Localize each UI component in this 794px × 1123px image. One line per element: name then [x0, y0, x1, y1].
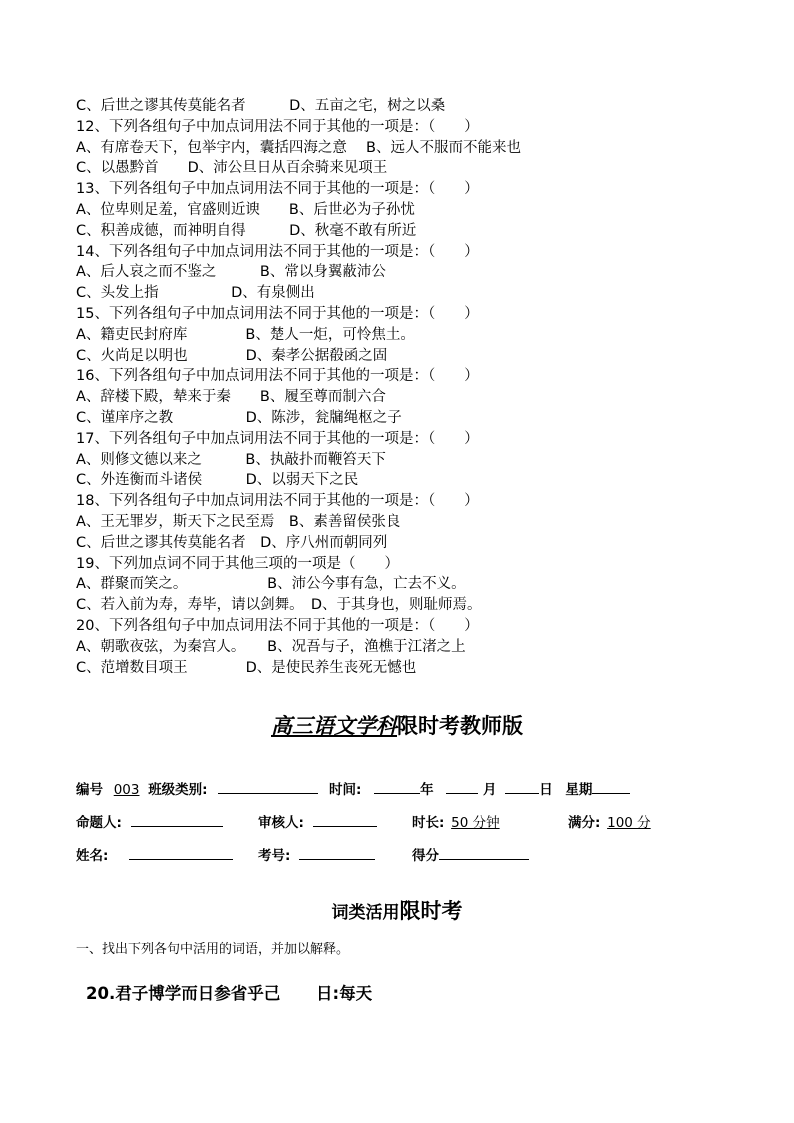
question-line: 14、下列各组句子中加点词用法不同于其他的一项是：（ ）: [76, 243, 479, 260]
question-line: 17、下列各组句子中加点词用法不同于其他的一项是：（ ）: [76, 430, 479, 447]
question-line: A、有席卷天下，包举宇内，囊括四海之意 B、远人不服而不能来也: [76, 139, 521, 156]
question-line: A、位卑则足羞，官盛则近谀 B、后世必为子孙忧: [76, 202, 415, 218]
question-line: C、范增数目项王 D、是使民养生丧死无憾也: [76, 659, 417, 676]
question-line: 20、下列各组句子中加点词用法不同于其他的一项是：（ ）: [76, 618, 479, 634]
question-line: 19、下列加点词不同于其他三项的一项是（ ）: [76, 555, 399, 572]
full-score-value: 100 分: [607, 815, 651, 831]
question-line: C、以愚黔首 D、沛公旦日从百余骑来见项王: [76, 160, 388, 177]
score-row: [412, 844, 529, 864]
author-row: [76, 811, 223, 831]
question-line: A、则修文德以来之 B、执敲扑而鞭笞天下: [76, 451, 386, 468]
year-label: 年: [420, 782, 434, 798]
day-label: 日: [539, 782, 553, 798]
section-title: [0, 895, 794, 925]
question-line: 15、下列各组句子中加点词用法不同于其他的一项是：（ ）: [76, 306, 479, 322]
question-line: 16、下列各组句子中加点词用法不同于其他的一项是：（ ）: [76, 368, 479, 385]
section-title-type: 限时考: [399, 899, 463, 923]
question-line: 12、下列各组句子中加点词用法不同于其他的一项是：（ ）: [76, 118, 479, 135]
month-label: 月: [483, 782, 497, 798]
reviewer-field[interactable]: [313, 813, 377, 827]
name-field[interactable]: [129, 846, 233, 860]
author-label: 命题人:: [76, 815, 122, 831]
weekday-field[interactable]: [592, 780, 630, 794]
duration-row: [412, 811, 500, 831]
exam-no-row: [258, 844, 375, 864]
exam-title-type: 限时考教师版: [397, 714, 523, 738]
name-label: 姓名:: [76, 848, 109, 864]
header-row-1: [76, 778, 630, 798]
serial-value: 003: [113, 782, 140, 798]
question-line: 18、下列各组句子中加点词用法不同于其他的一项是：（ ）: [76, 493, 479, 510]
question-line: C、后世之谬其传莫能名者 D、五亩之宅，树之以桑: [76, 98, 446, 114]
time-label: 时间:: [329, 782, 362, 798]
question-line: C、外连衡而斗诸侯 D、以弱天下之民: [76, 472, 359, 489]
score-field[interactable]: [439, 846, 529, 860]
question-line: C、火尚足以明也 D、秦孝公据殽函之固: [76, 347, 388, 364]
reviewer-label: 审核人:: [258, 815, 304, 831]
question-line: A、群聚而笑之。 B、沛公今事有急，亡去不义。: [76, 576, 466, 593]
section-instruction: 一、找出下列各句中活用的词语，并加以解释。: [76, 942, 350, 957]
duration-value: 50 分钟: [451, 815, 500, 831]
exam-no-label: 考号:: [258, 848, 291, 864]
exam-title-subject: 高三语文学科: [271, 713, 397, 738]
question-line: A、朝歌夜弦，为秦宫人。 B、况吾与子，渔樵于江渚之上: [76, 638, 466, 655]
question-line: C、谨庠序之教 D、陈涉，瓮牖绳枢之子: [76, 410, 402, 426]
sample-answer: 日:每天: [315, 984, 373, 1003]
question-line: A、籍吏民封府库 B、楚人一炬，可怜焦土。: [76, 326, 415, 343]
question-line: C、头发上指 D、有泉侧出: [76, 285, 315, 302]
section-title-topic: 词类活用: [331, 903, 400, 923]
name-row: [76, 844, 233, 864]
full-score-label: 满分:: [568, 815, 601, 831]
exam-no-field[interactable]: [299, 846, 375, 860]
question-line: C、若入前为寿，寿毕，请以剑舞。 D、于其身也，则耻师焉。: [76, 597, 482, 614]
question-line: A、王无罪岁，斯天下之民至焉 B、素善留侯张良: [76, 514, 401, 530]
year-field[interactable]: [374, 780, 420, 794]
month-field[interactable]: [446, 780, 478, 794]
duration-label: 时长:: [412, 815, 445, 831]
day-field[interactable]: [505, 780, 539, 794]
sample-question-text: 20.君子博学而日参省乎己: [86, 984, 281, 1003]
class-field[interactable]: [218, 780, 318, 794]
full-score-row: [568, 811, 651, 831]
exam-title: [0, 710, 794, 740]
reviewer-row: [258, 811, 377, 831]
question-line: A、辞楼下殿，辇来于秦 B、履至尊而制六合: [76, 389, 386, 406]
question-line: C、积善成德，而神明自得 D、秋毫不敢有所近: [76, 222, 417, 239]
class-label: 班级类别:: [148, 782, 208, 798]
weekday-label: 星期: [565, 782, 593, 798]
question-line: C、后世之谬其传莫能名者 D、序八州而朝同列: [76, 534, 388, 551]
serial-label: 编号: [76, 782, 103, 798]
sample-question: [86, 980, 372, 1004]
score-label: 得分: [412, 848, 439, 864]
author-field[interactable]: [131, 813, 223, 827]
question-line: 13、下列各组句子中加点词用法不同于其他的一项是：（ ）: [76, 181, 479, 198]
question-line: A、后人哀之而不鉴之 B、常以身翼蔽沛公: [76, 264, 386, 281]
